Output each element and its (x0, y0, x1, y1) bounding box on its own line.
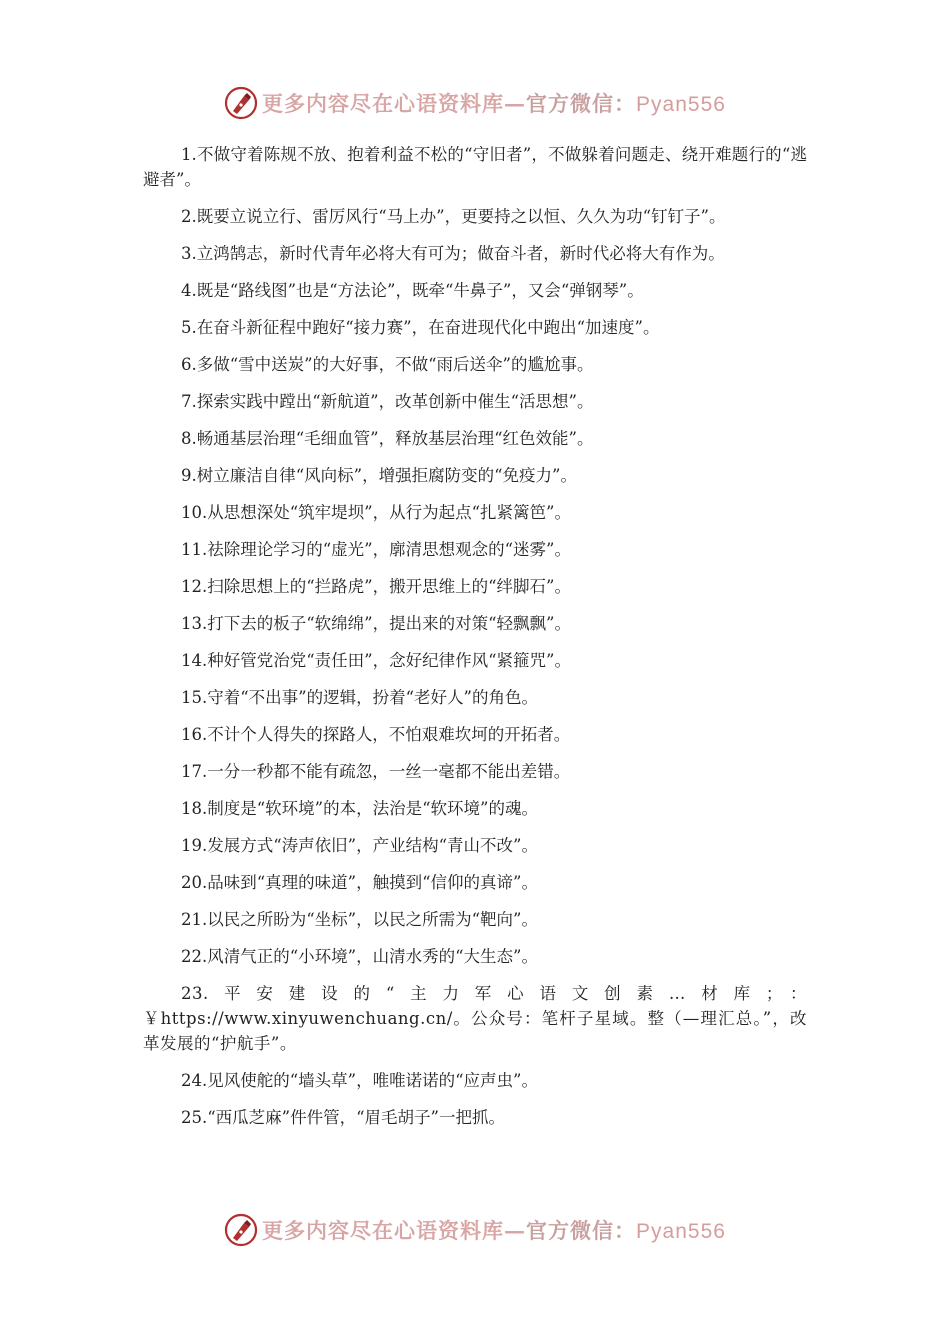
list-item: 21.以民之所盼为“坐标”，以民之所需为“靶向”。 (181, 910, 538, 929)
list-item: 8.畅通基层治理“毛细血管”，释放基层治理“红色效能”。 (181, 429, 594, 448)
footer-wechat-label: 官方微信： (526, 1219, 637, 1243)
list-item: 20.品味到“真理的味道”，触摸到“信仰的真谛”。 (181, 873, 538, 892)
footer-title: 更多内容尽在心语资料库 (262, 1218, 505, 1243)
header-dash: — (504, 91, 527, 116)
list-item: 12.扫除思想上的“拦路虎”，搬开思维上的“绊脚石”。 (181, 577, 571, 596)
document-body (143, 142, 807, 1142)
list-item: 17.一分一秒都不能有疏忽，一丝一毫都不能出差错。 (181, 762, 571, 781)
list-item: 1.不做守着陈规不放、抱着利益不松的“守旧者”，不做躲着问题走、绕开难题行的“逃避者”。 (143, 145, 807, 189)
list-item: 15.守着“不出事”的逻辑，扮着“老好人”的角色。 (181, 688, 538, 707)
pen-nib-logo-icon (224, 1213, 258, 1247)
list-item: 24.见风使舵的“墙头草”，唯唯诺诺的“应声虫”。 (181, 1071, 538, 1090)
footer-wechat-id: Pyan556 (636, 1220, 726, 1243)
list-item: 18.制度是“软环境”的本，法治是“软环境”的魂。 (181, 799, 538, 818)
header-wechat-id: Pyan556 (636, 93, 726, 116)
list-item: 6.多做“雪中送炭”的大好事，不做“雨后送伞”的尴尬事。 (181, 355, 594, 374)
header-text (262, 88, 726, 118)
header-title: 更多内容尽在心语资料库 (262, 91, 505, 116)
list-item: 14.种好管党治党“责任田”，念好纪律作风“紧箍咒”。 (181, 651, 571, 670)
list-item: 7.探索实践中蹚出“新航道”，改革创新中催生“活思想”。 (181, 392, 594, 411)
header-wechat-label: 官方微信： (526, 92, 637, 116)
list-item: 3.立鸿鹄志，新时代青年必将大有可为；做奋斗者，新时代必将大有作为。 (181, 244, 725, 263)
pen-nib-logo-icon (224, 86, 258, 120)
list-item: 16.不计个人得失的探路人，不怕艰难坎坷的开拓者。 (181, 725, 571, 744)
list-item: 4.既是“路线图”也是“方法论”，既牵“牛鼻子”，又会“弹钢琴”。 (181, 281, 644, 300)
footer-banner (0, 1210, 950, 1250)
list-item: 11.祛除理论学习的“虚光”，廓清思想观念的“迷雾”。 (181, 540, 571, 559)
list-item: 23.平安建设的“主力军心语文创素…材库；：￥https://www.xinyuwenchuang.cn/。公众号：笔杆子星域。整（—理汇总。”，改革发展的“护航手”。 (143, 984, 807, 1053)
header-banner (0, 83, 950, 123)
list-item: 19.发展方式“涛声依旧”，产业结构“青山不改”。 (181, 836, 538, 855)
list-item: 13.打下去的板子“软绵绵”，提出来的对策“轻飘飘”。 (181, 614, 571, 633)
footer-text (262, 1215, 726, 1245)
list-item: 22.风清气正的“小环境”，山清水秀的“大生态”。 (181, 947, 538, 966)
list-item: 9.树立廉洁自律“风向标”，增强拒腐防变的“免疫力”。 (181, 466, 577, 485)
footer-dash: — (504, 1218, 527, 1243)
list-item: 25.“西瓜芝麻”件件管，“眉毛胡子”一把抓。 (181, 1108, 505, 1127)
list-item: 10.从思想深处“筑牢堤坝”，从行为起点“扎紧篱笆”。 (181, 503, 571, 522)
list-item: 2.既要立说立行、雷厉风行“马上办”，更要持之以恒、久久为功“钉钉子”。 (181, 207, 726, 226)
list-item: 5.在奋斗新征程中跑好“接力赛”，在奋进现代化中跑出“加速度”。 (181, 318, 660, 337)
